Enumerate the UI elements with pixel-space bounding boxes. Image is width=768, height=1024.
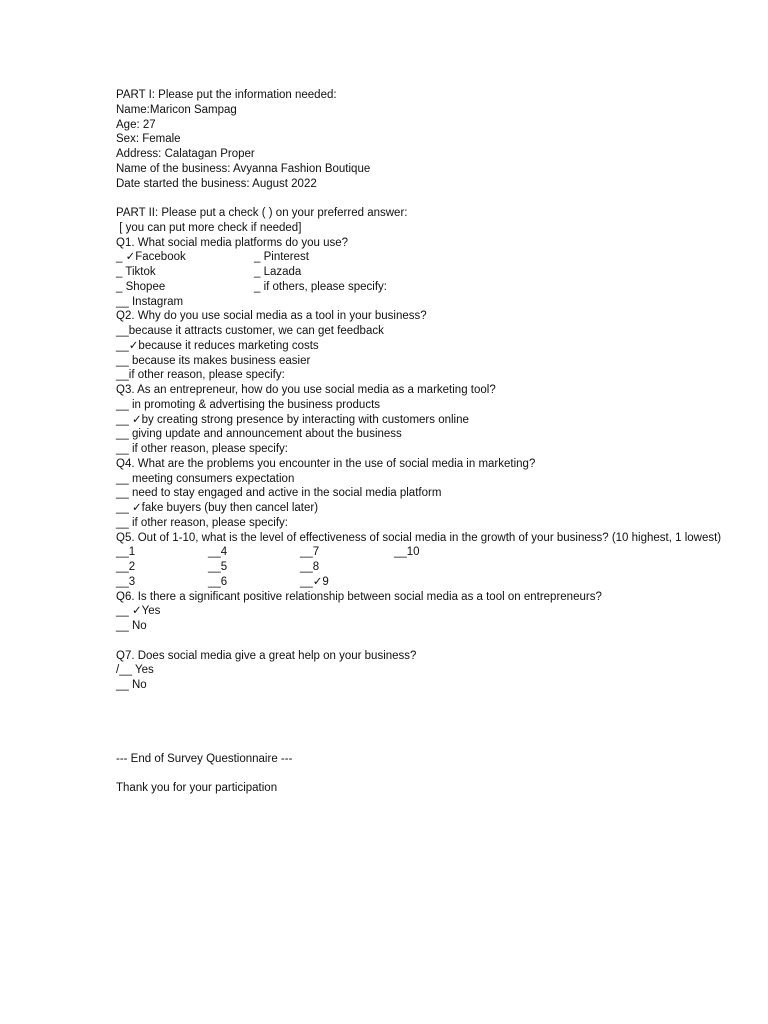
q2-question: Q2. Why do you use social media as a tool in your business?: [116, 310, 427, 323]
q4-option: __ ✓fake buyers (buy then cancel later): [116, 502, 319, 514]
q3-option: __ ✓by creating strong presence by interacting with customers online: [116, 413, 469, 426]
q5-option-7: __7: [300, 546, 320, 559]
q1-option-facebook: _ ✓Facebook: [116, 251, 186, 264]
q4-question: Q4. What are the problems you encounter in the use of social media in marketing?: [116, 457, 536, 470]
q2-option: __if other reason, please specify:: [116, 369, 285, 382]
respondent-sex: Sex: Female: [116, 133, 181, 146]
q5-option-1: __1: [116, 546, 136, 559]
q5-option-8: __8: [300, 561, 320, 573]
q4-option: __ if other reason, please specify:: [116, 516, 288, 529]
q5-option-4: __4: [208, 546, 228, 559]
q7-question: Q7. Does social media give a great help on your business?: [116, 649, 417, 662]
q5-row: [116, 575, 736, 590]
q5-option-2: __2: [116, 561, 136, 573]
q1-option-pinterest: _ Pinterest: [254, 251, 309, 264]
q5-question: Q5. Out of 1-10, what is the level of effectiveness of social media in the growth of your business? (10 highest, 1 lowest): [116, 531, 722, 544]
q5-option-10: __10: [394, 546, 420, 559]
q5-option-5: __5: [208, 561, 228, 573]
q5-row: [116, 545, 736, 560]
q6-question: Q6. Is there a significant positive relationship between social media as a tool on entrepreneurs?: [116, 590, 602, 603]
q6-option-yes: __ ✓Yes: [116, 605, 161, 618]
q7-option-yes: /__ Yes: [116, 664, 154, 677]
part2-note: [ you can put more check if needed]: [116, 221, 302, 234]
q6-option-no: __ No: [116, 620, 147, 632]
q1-option-others: _ if others, please specify:: [254, 280, 387, 293]
q4-option: __ need to stay engaged and active in the social media platform: [116, 487, 442, 500]
q3-option: __ in promoting & advertising the business products: [116, 398, 381, 411]
business-name: Name of the business: Avyanna Fashion Boutique: [116, 162, 371, 175]
survey-document: [116, 88, 736, 796]
q3-option: __ if other reason, please specify:: [116, 443, 288, 455]
q3-question: Q3. As an entrepreneur, how do you use social media as a marketing tool?: [116, 384, 496, 396]
end-of-survey-text: --- End of Survey Questionnaire ---: [116, 752, 293, 765]
q5-option-6: __6: [208, 575, 228, 588]
q2-option: __ because its makes business easier: [116, 354, 311, 367]
q1-option-lazada: _ Lazada: [254, 266, 302, 278]
q1-option-shopee: _ Shopee: [116, 280, 166, 293]
respondent-name: Name:Maricon Sampag: [116, 103, 237, 116]
q5-row: [116, 560, 736, 575]
thank-you-text: Thank you for your participation: [116, 782, 278, 795]
q2-option: __✓because it reduces marketing costs: [116, 339, 319, 352]
q7-option-no: __ No: [116, 679, 147, 691]
q2-option: __because it attracts customer, we can get feedback: [116, 325, 384, 337]
q5-option-3: __3: [116, 575, 136, 588]
respondent-age: Age: 27: [116, 118, 156, 131]
respondent-address: Address: Calatagan Proper: [116, 148, 255, 160]
q1-row: [116, 250, 736, 265]
q3-option: __ giving update and announcement about the business: [116, 428, 402, 441]
part1-heading: PART I: Please put the information needed:: [116, 89, 337, 101]
q1-row: [116, 280, 736, 295]
part2-heading: PART II: Please put a check ( ) on your preferred answer:: [116, 207, 408, 219]
business-start-date: Date started the business: August 2022: [116, 177, 317, 190]
q1-question: Q1. What social media platforms do you use?: [116, 236, 349, 249]
q1-option-tiktok: _ Tiktok: [116, 266, 156, 278]
q1-option-instagram: __ Instagram: [116, 295, 184, 308]
q1-row: [116, 265, 736, 280]
q5-option-9: __✓9: [300, 575, 329, 588]
q4-option: __ meeting consumers expectation: [116, 472, 295, 485]
